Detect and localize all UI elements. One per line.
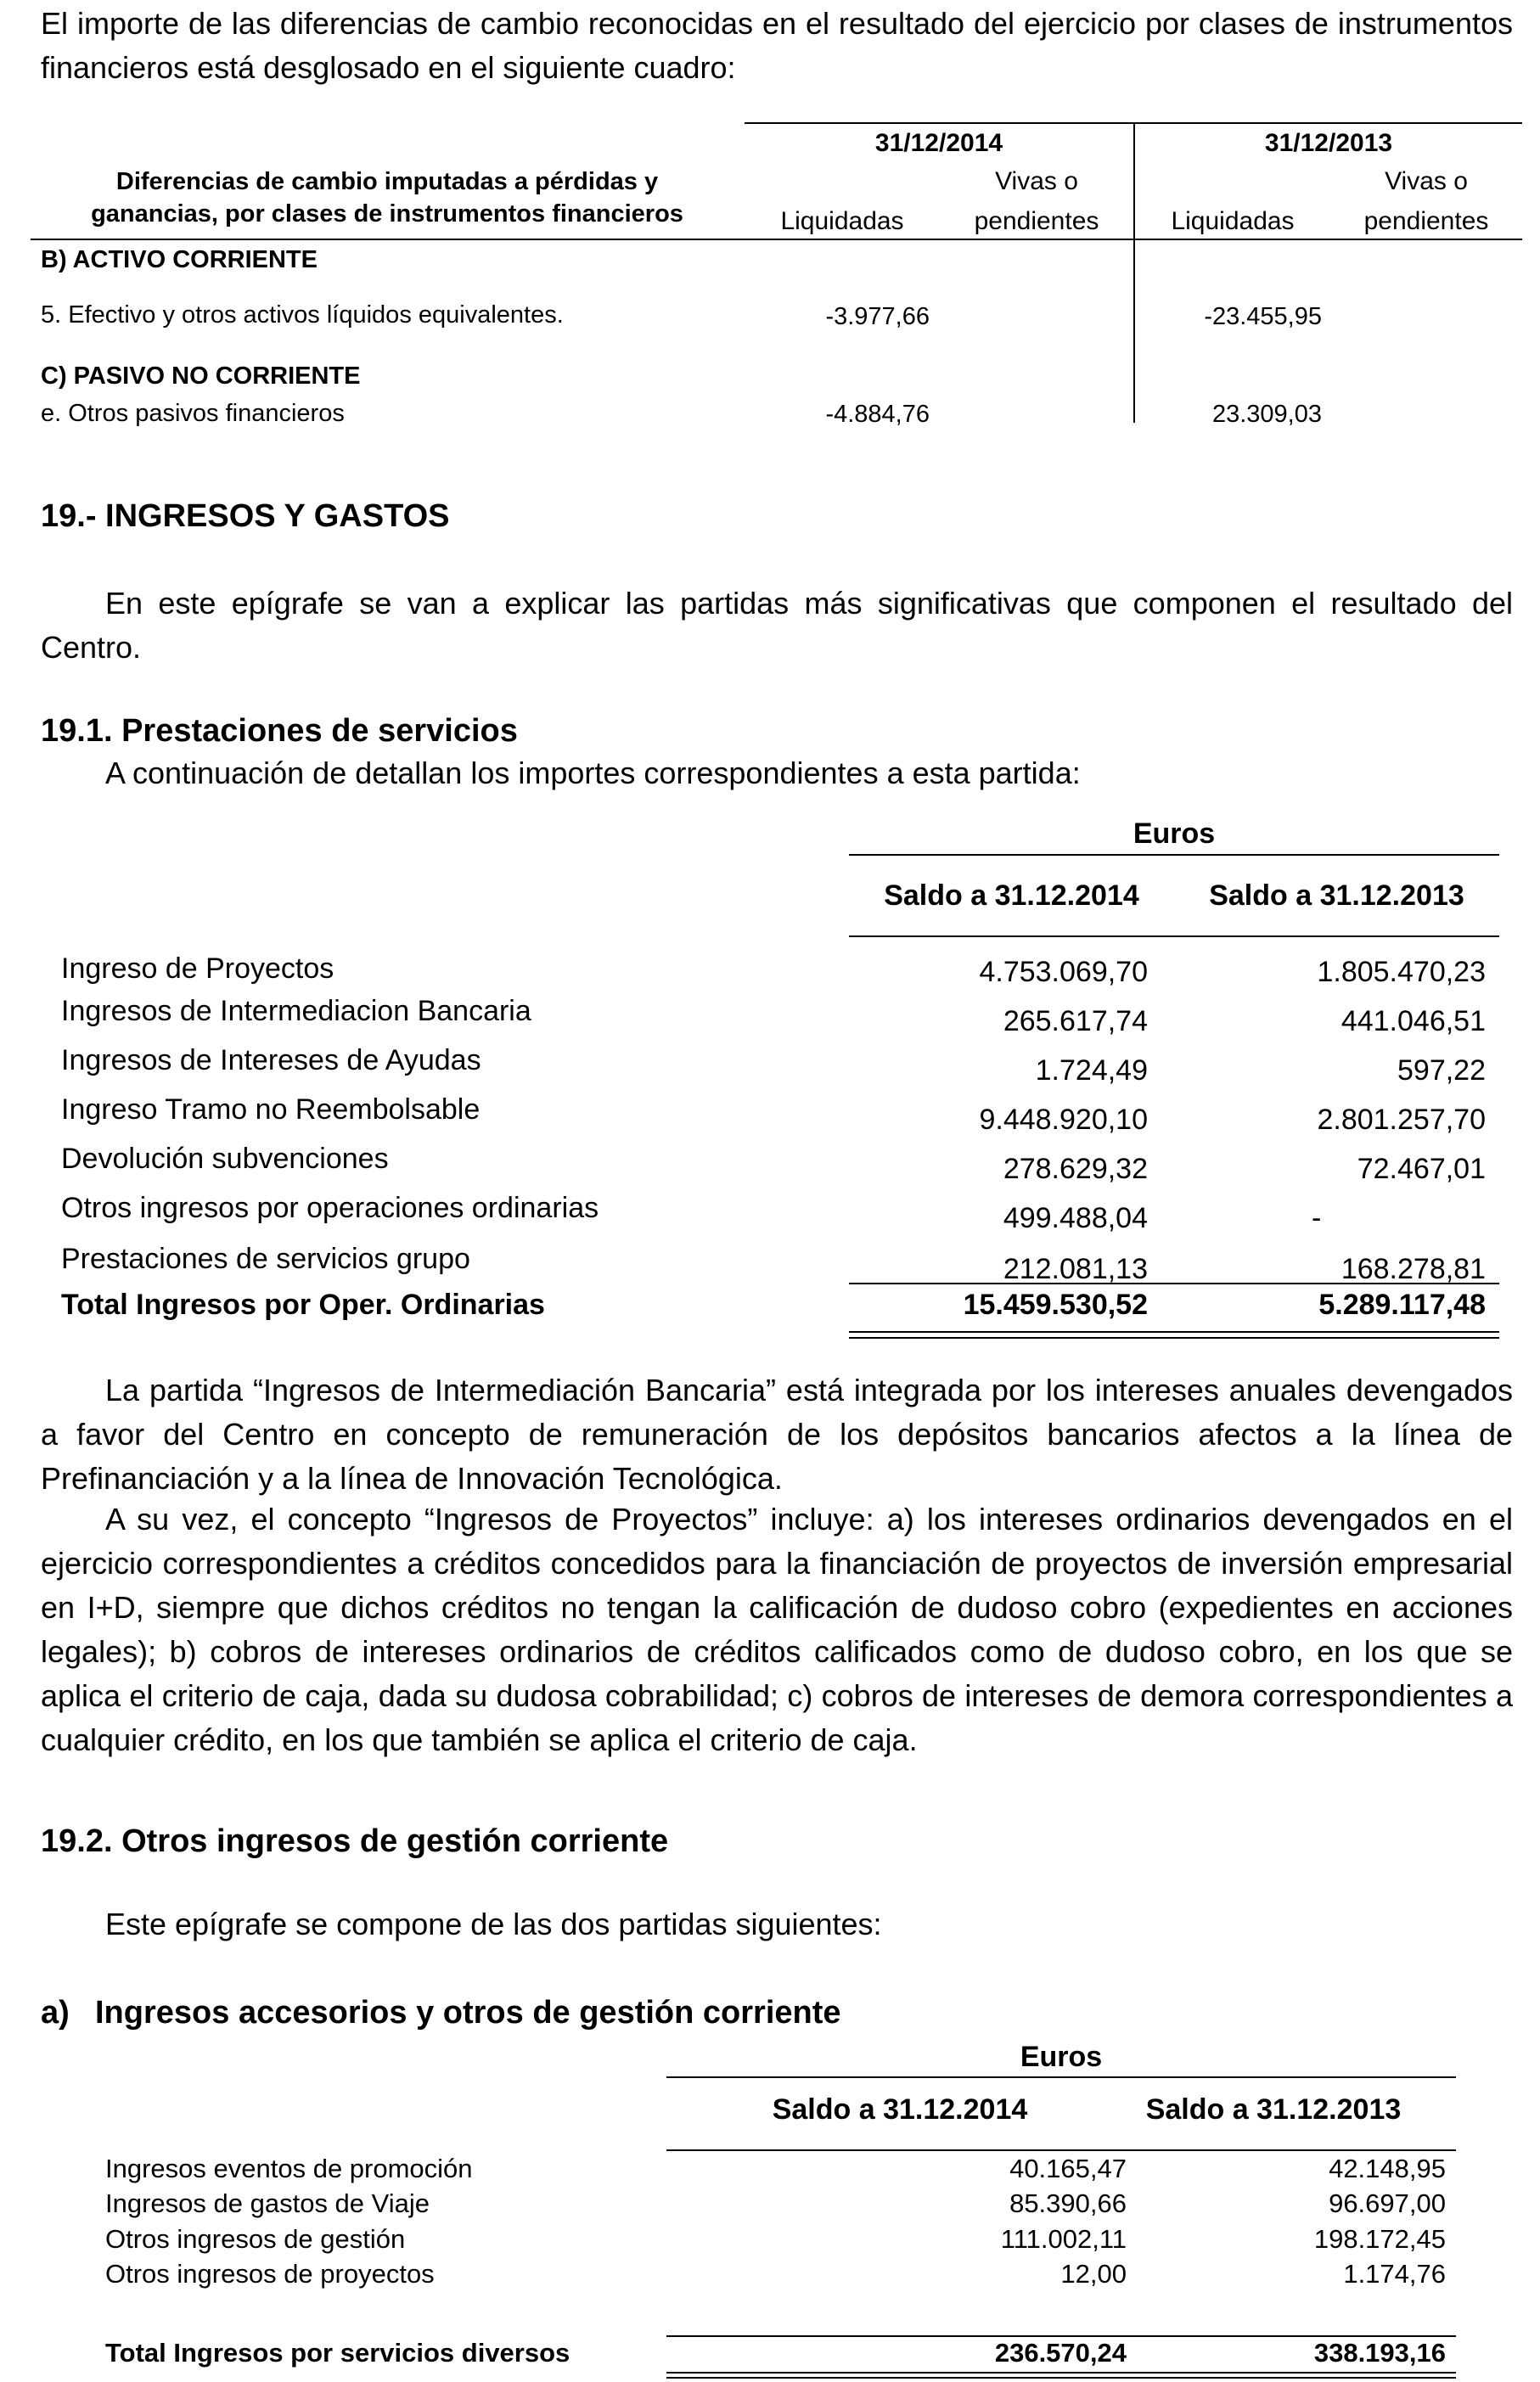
- table2-row-value-2013: 168.278,81: [1340, 1253, 1486, 1285]
- table1-section-b: B) ACTIVO CORRIENTE: [41, 246, 318, 273]
- table2-currency-rule: [849, 854, 1499, 856]
- table2-row-value-2014: 212.081,13: [1003, 1253, 1148, 1285]
- table3-row-value-2013: 96.697,00: [1329, 2188, 1446, 2218]
- table3-double-rule-1: [666, 2372, 1456, 2374]
- table1-row-header-line2: ganancias, por clases de instrumentos financieros: [91, 200, 683, 228]
- table3-row-label: Otros ingresos de proyectos: [105, 2259, 435, 2289]
- table1-col-vivas-2013-line2: pendientes: [1363, 207, 1489, 235]
- table3-row-value-2013: 42.148,95: [1329, 2154, 1446, 2183]
- table2-row-label: Prestaciones de servicios grupo: [61, 1243, 470, 1275]
- table2-header-rule: [849, 935, 1499, 937]
- table3-total-2013: 338.193,16: [1313, 2338, 1446, 2368]
- table2-row-value-2014: 4.753.069,70: [979, 956, 1148, 988]
- table3-row-label: Ingresos de gastos de Viaje: [105, 2188, 430, 2218]
- table1-col-liquidadas-2013: Liquidadas: [1171, 207, 1295, 235]
- table2-double-rule-1: [849, 1331, 1499, 1333]
- section-19-paragraph: En este epígrafe se van a explicar las partidas más significativas que componen el resultado del Centro.: [41, 586, 1513, 665]
- table1-row2-label: e. Otros pasivos financieros: [41, 400, 345, 427]
- table2-row-label: Ingresos de Intereses de Ayudas: [61, 1044, 481, 1076]
- table3-row-value-2013: 198.172,45: [1313, 2224, 1446, 2254]
- table2-row-value-2014: 265.617,74: [1003, 1005, 1148, 1037]
- table3-col1-header: Saldo a 31.12.2014: [772, 2093, 1028, 2126]
- table2-row-value-2014: 499.488,04: [1003, 1202, 1148, 1234]
- table2-total-2014: 15.459.530,52: [963, 1289, 1148, 1321]
- table3-row-value-2014: 85.390,66: [1009, 2188, 1127, 2218]
- intro-paragraph: El importe de las diferencias de cambio reconocidas en el resultado del ejercicio por clases de instrumentos financieros está desglosado en el siguiente cuadro:: [41, 6, 1513, 85]
- table3-row-value-2014: 12,00: [1060, 2259, 1127, 2289]
- table1-row1-value-2013: -23.455,95: [1204, 303, 1322, 330]
- section-19-2-paragraph: Este epígrafe se compone de las dos partidas siguientes:: [105, 1907, 882, 1941]
- table3-col2-header: Saldo a 31.12.2013: [1145, 2093, 1402, 2126]
- table2-row-label: Ingreso Tramo no Reembolsable: [61, 1093, 481, 1126]
- table1-col-liquidadas-2014: Liquidadas: [780, 207, 904, 235]
- table1-period-divider: [1133, 122, 1135, 423]
- table3-row-label: Otros ingresos de gestión: [105, 2224, 406, 2254]
- table1-row2-value-2013: 23.309,03: [1211, 401, 1322, 428]
- table2-row-value-2014: 9.448.920,10: [979, 1104, 1148, 1136]
- table1-header-rule: [31, 239, 1522, 240]
- table2-row-value-2013: 441.046,51: [1340, 1005, 1486, 1037]
- table2-col2-header: Saldo a 31.12.2013: [1209, 879, 1464, 912]
- table3-total-rule: [666, 2335, 1456, 2337]
- paragraph-intermediacion: La partida “Ingresos de Intermediación Bancaria” está integrada por los intereses anuales devengados a favor del Centro en concepto de remuneración de los depósitos bancarios afectos a la línea de Prefinanciación y a la línea de Innovación Tecnológica.: [41, 1373, 1513, 1496]
- table1-row1-label: 5. Efectivo y otros activos líquidos equivalentes.: [41, 301, 564, 329]
- table2-row-label: Ingresos de Intermediacion Bancaria: [61, 995, 531, 1027]
- table3-row-value-2014: 111.002,11: [1000, 2224, 1127, 2254]
- table1-col-vivas-2014-line2: pendientes: [974, 207, 1099, 235]
- section-19-1-paragraph: A continuación de detallan los importes correspondientes a esta partida:: [105, 756, 1081, 790]
- table2-row-value-2013: 597,22: [1397, 1054, 1486, 1087]
- paragraph-proyectos: A su vez, el concepto “Ingresos de Proyectos” incluye: a) los intereses ordinarios devengados en el ejercicio correspondientes a créditos concedidos para la financiación de proyectos de inversión empresarial en I+D, siempre que dichos créditos no tengan la calificación de dudoso cobro (expedientes en acciones legales); b) cobros de intereses ordinarios de créditos calificados como de dudoso cobro, en los que se aplica el criterio de caja, dada su dudosa cobrabilidad; c) cobros de intereses de demora correspondientes a cualquier crédito, en los que también se aplica el criterio de caja.: [41, 1502, 1513, 1757]
- table3-currency-rule: [666, 2076, 1456, 2078]
- table1-section-c: C) PASIVO NO CORRIENTE: [41, 362, 361, 390]
- table1-period-2013: 31/12/2013: [1264, 129, 1393, 157]
- table3-total-2014: 236.570,24: [994, 2338, 1127, 2368]
- table1-col-vivas-2013-line1: Vivas o: [1385, 167, 1468, 195]
- table1-row-header-line1: Diferencias de cambio imputadas a pérdidas y: [115, 168, 659, 195]
- table2-double-rule-2: [849, 1337, 1499, 1339]
- table3-row-value-2014: 40.165,47: [1009, 2154, 1127, 2183]
- table2-total-label: Total Ingresos por Oper. Ordinarias: [61, 1289, 545, 1321]
- subsection-a-title: Ingresos accesorios y otros de gestión corriente: [95, 1995, 841, 2031]
- table1-row1-value-2014: -3.977,66: [825, 303, 930, 330]
- table3-currency: Euros: [1020, 2041, 1103, 2073]
- table2-row-label: Otros ingresos por operaciones ordinarias: [61, 1192, 599, 1224]
- table3-row-label: Ingresos eventos de promoción: [105, 2154, 473, 2183]
- section-19-title: 19.- INGRESOS Y GASTOS: [41, 498, 450, 534]
- table3-double-rule-2: [666, 2377, 1456, 2379]
- table3-header-rule: [666, 2149, 1456, 2151]
- table3-total-label: Total Ingresos por servicios diversos: [105, 2338, 570, 2368]
- table1-row2-value-2014: -4.884,76: [825, 401, 930, 428]
- table2-total-rule: [849, 1283, 1499, 1284]
- table1-col-vivas-2014-line1: Vivas o: [995, 167, 1078, 195]
- table2-row-label: Devolución subvenciones: [61, 1143, 389, 1175]
- table2-row-value-2014: 278.629,32: [1003, 1153, 1148, 1185]
- section-19-2-title: 19.2. Otros ingresos de gestión corriente: [41, 1823, 669, 1859]
- table2-row-value-2013: 72.467,01: [1357, 1153, 1486, 1185]
- subsection-a-marker: a): [41, 1995, 70, 2031]
- table2-total-2013: 5.289.117,48: [1318, 1289, 1486, 1321]
- table2-row-value-2013: -: [1312, 1202, 1322, 1234]
- table2-row-value-2013: 2.801.257,70: [1317, 1104, 1486, 1136]
- table2-currency: Euros: [1133, 817, 1216, 850]
- table2-row-value-2013: 1.805.470,23: [1317, 956, 1486, 988]
- table2-col1-header: Saldo a 31.12.2014: [884, 879, 1139, 912]
- table2-row-label: Ingreso de Proyectos: [61, 952, 334, 985]
- table3-row-value-2013: 1.174,76: [1343, 2259, 1446, 2289]
- table1-period-2014: 31/12/2014: [874, 129, 1003, 157]
- table2-row-value-2014: 1.724,49: [1035, 1054, 1148, 1087]
- section-19-1-title: 19.1. Prestaciones de servicios: [41, 713, 518, 749]
